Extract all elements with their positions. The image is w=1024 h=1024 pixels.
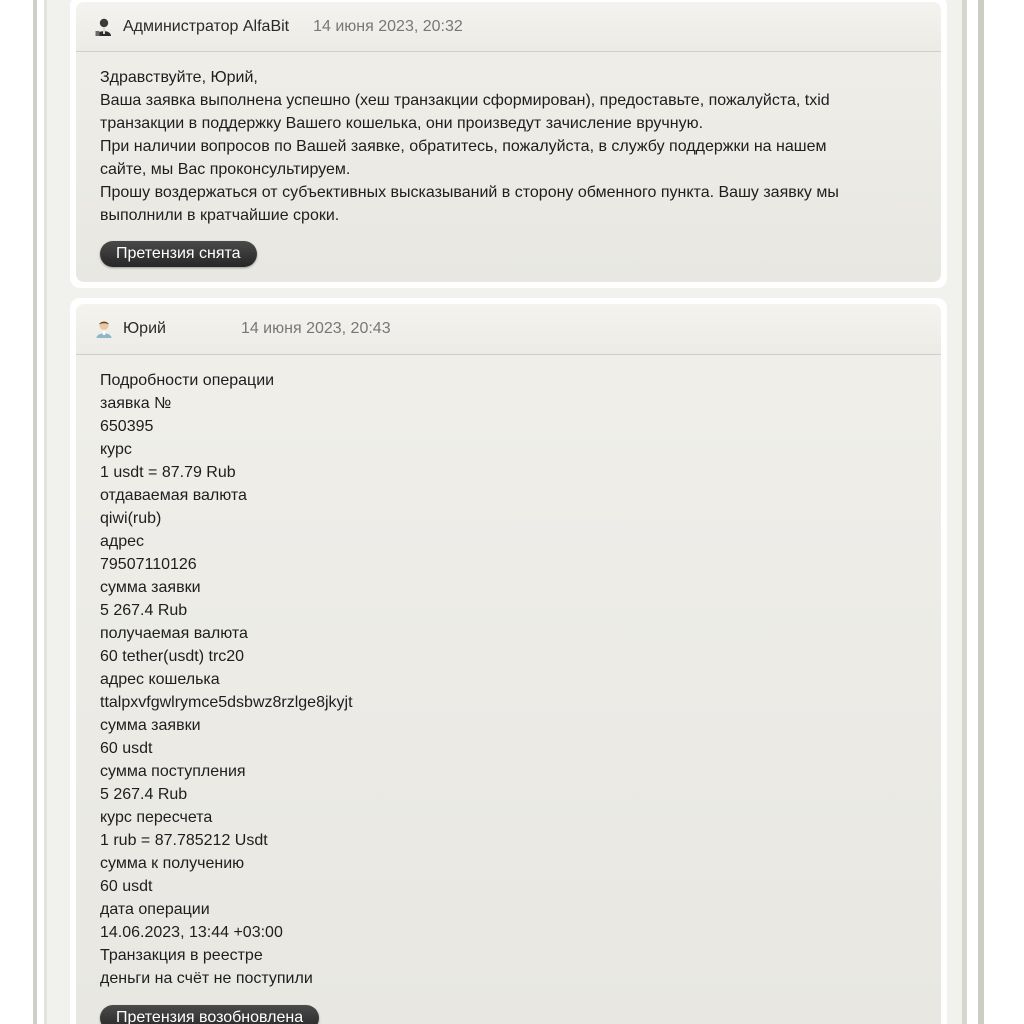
comment-line: сайте, мы Вас проконсультируем. [100, 161, 351, 178]
comment-line: 5 267.4 Rub [100, 786, 188, 803]
comment-line: 79507110126 [100, 556, 197, 573]
comment-header [76, 304, 941, 355]
comment-line: ttalpxvfgwlrymce5dsbwz8rzlge8jkyjt [100, 694, 353, 711]
right-border-inner [962, 0, 967, 1024]
comment-line: 60 usdt [100, 740, 153, 757]
comment-line: 60 usdt [100, 878, 153, 895]
comment-inner [76, 2, 941, 282]
comment-line: получаемая валюта [100, 625, 248, 642]
comment-line: адрес [100, 533, 145, 550]
comment-line: Прошу воздержаться от субъективных высказываний в сторону обменного пункта. Вашу заявку мы [100, 184, 839, 201]
comment-line: дата операции [100, 901, 210, 918]
comment-line: 1 rub = 87.785212 Usdt [100, 832, 268, 849]
left-border [33, 0, 37, 1024]
comment-line: 5 267.4 Rub [100, 602, 188, 619]
comment-card [70, 298, 947, 1024]
comment-line: Подробности операции [100, 372, 275, 389]
comment-line: Ваша заявка выполнена успешно (хеш транзакции сформирован), предоставьте, пожалуйста, txid [100, 92, 830, 109]
comment-line: заявка № [100, 395, 172, 412]
right-border [978, 0, 984, 1024]
comment-line: сумма поступления [100, 763, 246, 780]
comment-line: qiwi(rub) [100, 510, 162, 527]
comment-line: сумма заявки [100, 579, 201, 596]
comment-line: 1 usdt = 87.79 Rub [100, 464, 236, 481]
comment-author[interactable]: Юрий [123, 320, 166, 337]
user-avatar-icon [94, 319, 114, 339]
comment-date: 14 июня 2023, 20:43 [240, 320, 391, 337]
comment-line: сумма к получению [100, 855, 245, 872]
comment-line: курс [100, 441, 132, 458]
admin-avatar-icon [94, 17, 114, 37]
comment-line: При наличии вопросов по Вашей заявке, обратитесь, пожалуйста, в службу поддержки на нашем [100, 138, 827, 155]
comment-author[interactable]: Администратор AlfaBit [123, 17, 290, 35]
comment-line: 650395 [100, 418, 154, 435]
comment-line: Транзакция в реестре [100, 947, 263, 964]
comment-inner [76, 304, 941, 1024]
comment-line: отдаваемая валюта [100, 487, 247, 504]
claim-status-button[interactable]: Претензия снята [100, 241, 257, 267]
comment-body [76, 355, 941, 1024]
comment-date: 14 июня 2023, 20:32 [313, 17, 463, 35]
comment-line: транзакции в поддержку Вашего кошелька, они произведут зачисление вручную. [100, 115, 704, 132]
comment-line: адрес кошелька [100, 671, 220, 688]
comment-line: выполнили в кратчайшие сроки. [100, 207, 340, 224]
left-border-inner [44, 0, 47, 1024]
comment-line: 14.06.2023, 13:44 +03:00 [100, 924, 283, 941]
comment-line: Здравствуйте, Юрий, [100, 69, 258, 86]
comment-body [76, 52, 941, 267]
comment-line: курс пересчета [100, 809, 213, 826]
comment-card [70, 0, 947, 288]
comment-line: деньги на счёт не поступили [100, 970, 313, 987]
comment-line: сумма заявки [100, 717, 201, 734]
claim-status-button[interactable]: Претензия возобновлена [100, 1005, 319, 1024]
comment-line: 60 tether(usdt) trc20 [100, 648, 245, 665]
comment-header [76, 2, 941, 52]
